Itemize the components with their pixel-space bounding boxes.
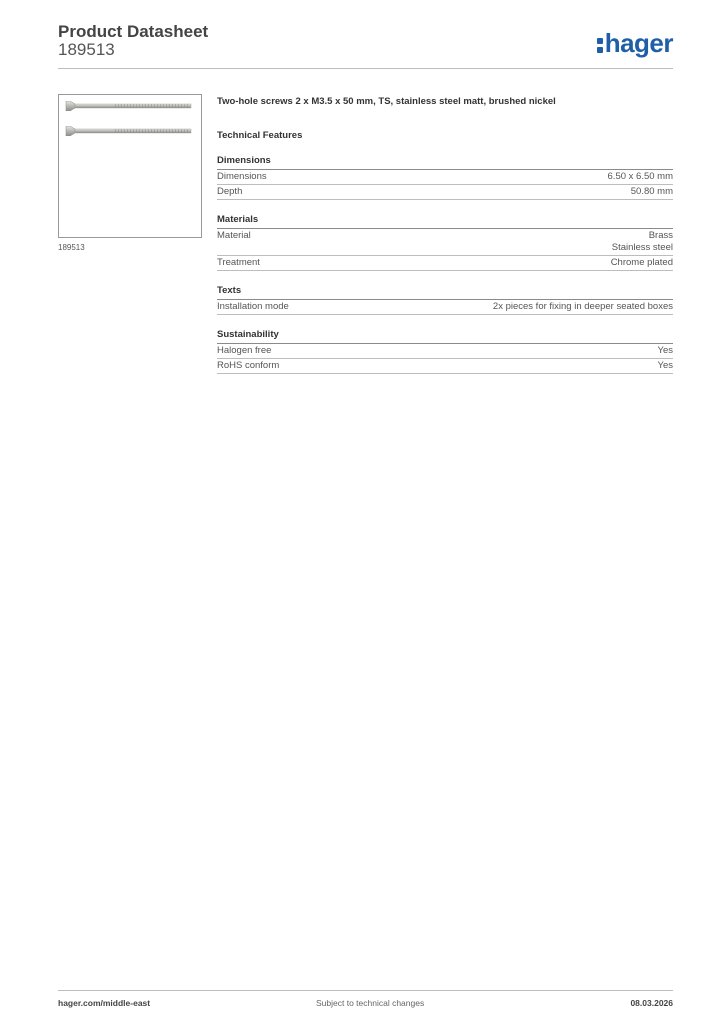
spec-value-line: Yes xyxy=(657,360,673,371)
spec-label: Installation mode xyxy=(217,301,289,312)
section-heading: Sustainability xyxy=(217,329,673,344)
spec-label: Treatment xyxy=(217,257,260,268)
image-caption: 189513 xyxy=(58,243,85,252)
spec-row xyxy=(217,229,673,256)
spec-value-line: Yes xyxy=(657,345,673,356)
spec-label: Material xyxy=(217,230,251,241)
spec-sections xyxy=(217,155,673,374)
spec-value xyxy=(493,301,673,313)
spec-label: Dimensions xyxy=(217,171,267,182)
section-heading: Texts xyxy=(217,285,673,300)
spec-value-line: Brass xyxy=(648,230,673,241)
spec-row xyxy=(217,170,673,185)
spec-value xyxy=(611,257,673,269)
logo-dots-icon xyxy=(597,34,604,54)
technical-features-heading: Technical Features xyxy=(217,130,303,141)
page-title: Product Datasheet xyxy=(58,22,209,41)
spec-content xyxy=(217,96,673,374)
footer-website: hager.com/middle-east xyxy=(58,998,151,1008)
footer-notice: Subject to technical changes xyxy=(316,998,425,1008)
product-description: Two-hole screws 2 x M3.5 x 50 mm, TS, stainless steel matt, brushed nickel xyxy=(217,96,556,107)
spec-row xyxy=(217,256,673,271)
spec-label: RoHS conform xyxy=(217,360,280,371)
spec-row xyxy=(217,344,673,359)
spec-value xyxy=(658,345,674,357)
spec-label: Depth xyxy=(217,186,243,197)
spec-label: Halogen free xyxy=(217,345,272,356)
spec-row xyxy=(217,300,673,315)
section-heading: Dimensions xyxy=(217,155,673,170)
product-number: 189513 xyxy=(58,40,115,59)
header-divider xyxy=(58,68,673,69)
spec-value xyxy=(658,360,674,372)
page-header xyxy=(58,20,673,70)
logo-text: hager xyxy=(604,28,673,58)
footer-divider xyxy=(58,990,673,991)
spec-value xyxy=(612,230,673,254)
spec-row xyxy=(217,185,673,200)
screw-icon xyxy=(65,101,193,111)
spec-value-line: 2x pieces for fixing in deeper seated boxes xyxy=(492,301,673,312)
spec-value xyxy=(631,186,673,198)
footer-date: 08.03.2026 xyxy=(630,998,673,1008)
spec-value xyxy=(608,171,673,183)
spec-value-line: Chrome plated xyxy=(610,257,673,268)
spec-value-line: 50.80 mm xyxy=(630,186,673,197)
spec-value-line: 6.50 x 6.50 mm xyxy=(607,171,673,182)
hager-logo xyxy=(597,28,673,59)
spec-row xyxy=(217,359,673,374)
product-image xyxy=(58,94,202,238)
section-heading: Materials xyxy=(217,214,673,229)
screw-icon xyxy=(65,126,193,136)
spec-value-line: Stainless steel xyxy=(611,242,673,253)
